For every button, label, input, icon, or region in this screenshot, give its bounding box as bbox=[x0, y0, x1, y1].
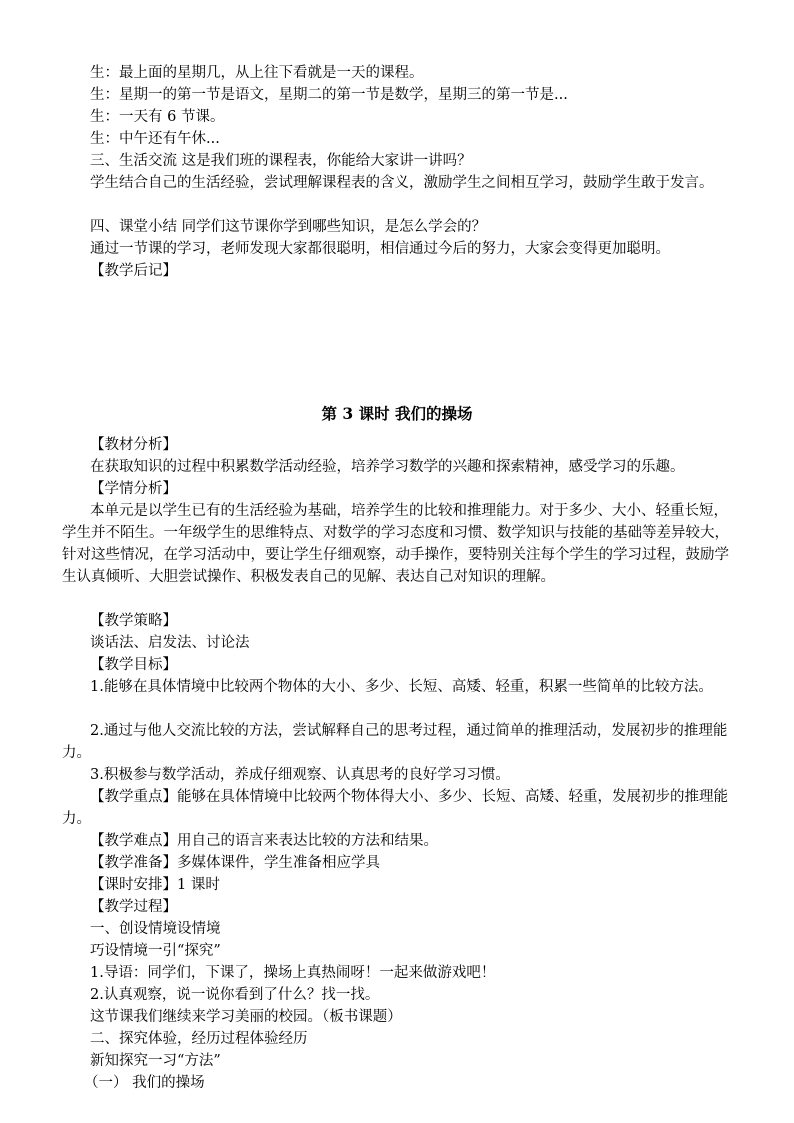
goals-label: 【教学目标】 bbox=[90, 657, 177, 673]
learner-label: 【学情分析】 bbox=[90, 481, 177, 497]
difficulty: 【教学难点】用自己的语言来表达比较的方法和结果。 bbox=[90, 833, 438, 849]
strategy-label: 【教学策略】 bbox=[90, 613, 177, 629]
strategy-text: 谈话法、启发法、讨论法 bbox=[90, 635, 250, 651]
goal-2: 2.通过与他人交流比较的方法，尝试解释自己的思考过程，通过简单的推理活动，发展初步的推理能力。 bbox=[62, 723, 728, 761]
analysis-text: 在获取知识的过程中积累数学活动经验，培养学习数学的兴趣和探索精神，感受学习的乐趣。 bbox=[90, 459, 685, 475]
dialogue-line-3: 生：一天有 6 节课。 bbox=[90, 109, 225, 125]
process-label: 【教学过程】 bbox=[90, 899, 177, 915]
step-2-a: （一） 我们的操场 bbox=[84, 1075, 205, 1091]
summary-line: 通过一节课的学习，老师发现大家都很聪明，相信通过今后的努力，大家会变得更加聪明。 bbox=[90, 241, 670, 257]
dialogue-line-1: 生：最上面的星期几，从上往下看就是一天的课程。 bbox=[90, 65, 424, 81]
step-1-a: 1.导语：同学们，下课了，操场上真热闹呀！一起来做游戏吧！ bbox=[90, 965, 496, 981]
lesson-title: 第 3 课时 我们的操场 bbox=[321, 404, 473, 423]
preparation: 【教学准备】多媒体课件，学生准备相应学具 bbox=[90, 855, 380, 871]
schedule: 【课时安排】1 课时 bbox=[90, 877, 220, 893]
step-1-b: 2.认真观察，说一说你看到了什么？找一找。 bbox=[90, 987, 380, 1003]
teaching-notes-label: 【教学后记】 bbox=[90, 263, 177, 279]
dialogue-line-4: 生：中午还有午休... bbox=[90, 131, 220, 147]
key-points: 【教学重点】能够在具体情境中比较两个物体得大小、多少、长短、高矮、轻重，发展初步的推理能力。 bbox=[62, 789, 728, 827]
goal-3: 3.积极参与数学活动，养成仔细观察、认真思考的良好学习习惯。 bbox=[90, 767, 510, 783]
step-1-sub: 巧设情境一引“探究” bbox=[90, 943, 221, 959]
step-1: 一、创设情境设情境 bbox=[90, 921, 221, 937]
section-life-exchange: 三、生活交流 这是我们班的课程表，你能给大家讲一讲吗？ bbox=[90, 153, 472, 169]
section-class-summary: 四、课堂小结 同学们这节课你学到哪些知识，是怎么学会的？ bbox=[90, 219, 487, 235]
learner-text: 本单元是以学生已有的生活经验为基础，培养学生的比较和推理能力。对于多少、大小、轻重长短，学生并不陌生。一年级学生的思维特点、对数学的学习态度和习惯、数学知识与技能的基础等差异较大，针对这些情况，在学习活动中，要让学生仔细观察，动手操作，要特别关注每个学生的学习过程，鼓励学生认真倾听、大胆尝试操作、积极发表自己的见解、表达自己对知识的理解。 bbox=[62, 503, 729, 585]
goal-1: 1.能够在具体情境中比较两个物体的大小、多少、长短、高矮、轻重，积累一些简单的比较方法。 bbox=[90, 679, 713, 695]
step-2-sub: 新知探究一习“方法” bbox=[90, 1053, 221, 1069]
analysis-label: 【教材分析】 bbox=[90, 437, 177, 453]
step-1-c: 这节课我们继续来学习美丽的校园。（板书课题） bbox=[90, 1009, 402, 1025]
dialogue-line-2: 生：星期一的第一节是语文，星期二的第一节是数学，星期三的第一节是... bbox=[90, 87, 568, 103]
step-2: 二、探究体验，经历过程体验经历 bbox=[90, 1031, 308, 1047]
paragraph-life-experience: 学生结合自己的生活经验，尝试理解课程表的含义，激励学生之间相互学习，鼓励学生敢于发言。 bbox=[90, 175, 714, 191]
